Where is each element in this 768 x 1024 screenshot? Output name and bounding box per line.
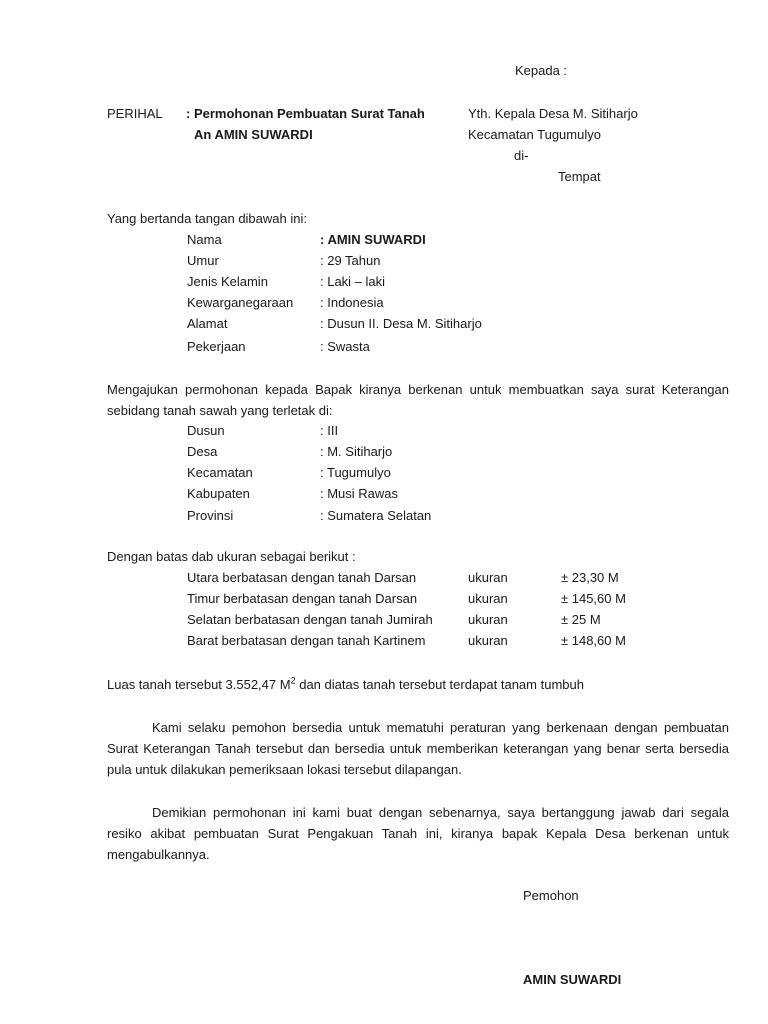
identity-label: Jenis Kelamin xyxy=(187,274,268,289)
location-label: Dusun xyxy=(187,423,225,438)
perihal-label: PERIHAL xyxy=(107,106,163,121)
boundary-ukuran-label: ukuran xyxy=(468,591,508,606)
location-value: : M. Sitiharjo xyxy=(320,444,393,459)
boundary-size: ± 148,60 M xyxy=(561,633,626,648)
request-paragraph: Mengajukan permohonan kepada Bapak kiranya berkenan untuk membuatkan saya surat Keterangan sebidang tanah sawah yang terletak di: xyxy=(107,382,729,418)
identity-value: : Dusun II. Desa M. Sitiharjo xyxy=(320,316,482,331)
identity-label: Kewarganegaraan xyxy=(187,295,294,310)
recipient-line-2: Kecamatan Tugumulyo xyxy=(468,127,601,142)
identity-value: : 29 Tahun xyxy=(320,253,381,268)
location-value: : Sumatera Selatan xyxy=(320,508,432,523)
recipient-line-3: di- xyxy=(514,148,529,163)
area-text: Luas tanah tersebut 3.552,47 M xyxy=(107,677,291,692)
boundary-desc: Barat berbatasan dengan tanah Kartinem xyxy=(187,633,426,648)
location-value: : Tugumulyo xyxy=(320,465,391,480)
identity-value: : Laki – laki xyxy=(320,274,386,289)
identity-label: Pekerjaan xyxy=(187,339,246,354)
identity-label: Umur xyxy=(187,253,219,268)
boundary-desc: Timur berbatasan dengan tanah Darsan xyxy=(187,591,418,606)
kepada-label: Kepada : xyxy=(515,63,568,78)
recipient-line-1: Yth. Kepala Desa M. Sitiharjo xyxy=(468,106,638,121)
area-text-after: dan diatas tanah tersebut terdapat tanam tumbuh xyxy=(299,677,584,692)
identity-value: : Indonesia xyxy=(320,295,384,310)
area-line xyxy=(107,676,584,694)
boundary-intro: Dengan batas dab ukuran sebagai berikut : xyxy=(107,549,356,564)
boundary-size: ± 23,30 M xyxy=(561,570,619,585)
identity-label: Alamat xyxy=(187,316,228,331)
perihal-value-line2: An AMIN SUWARDI xyxy=(194,127,313,142)
signature-name: AMIN SUWARDI xyxy=(523,972,622,987)
area-superscript: 2 xyxy=(290,675,296,686)
location-label: Desa xyxy=(187,444,218,459)
perihal-value-line1: : Permohonan Pembuatan Surat Tanah xyxy=(186,106,425,121)
location-label: Provinsi xyxy=(187,508,234,523)
boundary-ukuran-label: ukuran xyxy=(468,612,508,627)
closing-paragraph: Demikian permohonan ini kami buat dengan sebenarnya, saya bertanggung jawab dari segala resiko akibat pembuatan Surat Pengakuan Tanah ini, kiranya bapak Kepala Desa berkenan untuk mengabulkannya. xyxy=(107,805,729,862)
recipient-line-4: Tempat xyxy=(558,169,601,184)
location-label: Kecamatan xyxy=(187,465,253,480)
location-value: : III xyxy=(320,423,339,438)
boundary-desc: Utara berbatasan dengan tanah Darsan xyxy=(187,570,417,585)
boundary-ukuran-label: ukuran xyxy=(468,633,508,648)
location-value: : Musi Rawas xyxy=(320,486,399,501)
intro-text: Yang bertanda tangan dibawah ini: xyxy=(107,211,307,226)
comply-paragraph: Kami selaku pemohon bersedia untuk mematuhi peraturan yang berkenaan dengan pembuatan Surat Keterangan Tanah tersebut dan bersedia untuk memberikan keterangan yang benar serta bersedia pula untuk dilakukan pemeriksaan lokasi tersebut dilapangan. xyxy=(107,720,729,777)
boundary-size: ± 25 M xyxy=(561,612,601,627)
location-label: Kabupaten xyxy=(187,486,250,501)
boundary-desc: Selatan berbatasan dengan tanah Jumirah xyxy=(187,612,433,627)
signature-label: Pemohon xyxy=(523,888,579,903)
boundary-ukuran-label: ukuran xyxy=(468,570,508,585)
identity-value: : Swasta xyxy=(320,339,370,354)
boundary-size: ± 145,60 M xyxy=(561,591,626,606)
identity-value: : AMIN SUWARDI xyxy=(320,232,426,247)
identity-label: Nama xyxy=(187,232,222,247)
